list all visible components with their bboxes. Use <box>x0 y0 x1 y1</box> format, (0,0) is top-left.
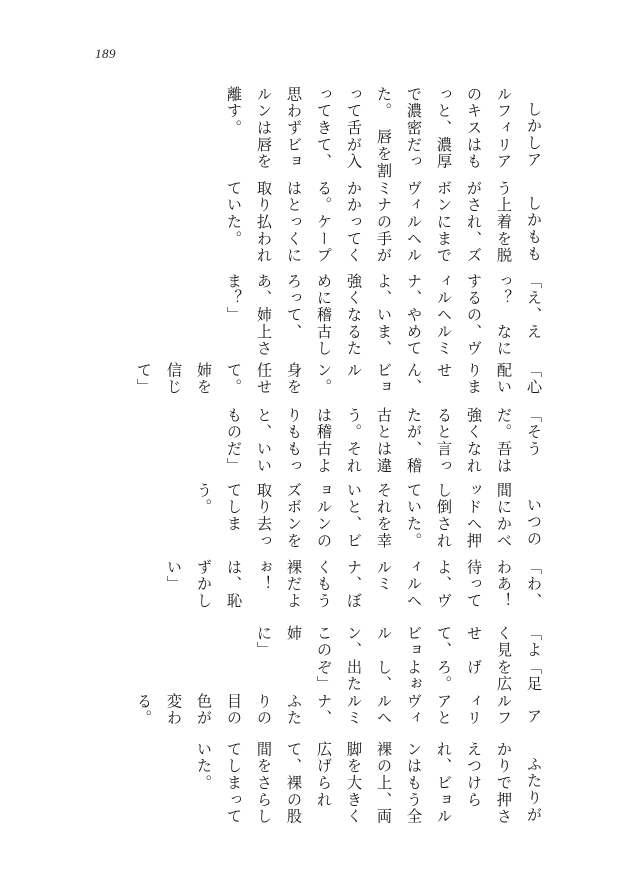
paragraph: 「心配いりません、ビョルン。身を任せて。姉を信じて」 <box>135 361 543 396</box>
page-number: 189 <box>95 46 116 61</box>
paragraph: 「え、えっ？ なにするの、ヴィルヘルミナ、やめてよ、いま、強くなるために稽古しろって、あ、姉上さま？」 <box>225 273 543 358</box>
paragraph: 「そうだ。吾は強くなれると言ったが、稽古とは違う。それは稽古よりももっと、いいものだ」 <box>225 406 543 475</box>
paragraph: 「よく見せて、ビョルン、この姉に」 <box>255 625 543 659</box>
page-text-body <box>79 86 549 838</box>
paragraph: ふたりがかりで押さえつけられ、ビョルンはもう全裸の上、両脚を大きく広げられて、裸の股間をさらしてしまっていた。 <box>195 741 543 825</box>
paragraph: 「足を広げろ。よぉし、出たぞ」 <box>315 658 543 693</box>
paragraph: いつの間にかベッドへ押し倒されていた。それを幸いと、ビョルンのズボンを取り去ってしまう。 <box>195 481 543 549</box>
paragraph: しかしアルフィリアのキスはもっと、濃厚で濃密だった。 唇を割って舌が入ってきて、 思わずビョルンは唇を離す。 <box>225 86 543 180</box>
paragraph: アルフィリアとヴィルヘルミナ、ふたりの目の色が変わる。 <box>135 692 543 727</box>
paragraph: しかももう上着を脱がされ、ズボンにまでヴィルヘルミナの手がかかってくる。ケープはとっくに取り払われていた。 <box>225 179 543 264</box>
paragraph: 「わ、わあ！ 待ってよ、ヴィルヘルミナ、ぼくもう裸だよぉ！ は、恥ずかしい」 <box>165 559 543 627</box>
